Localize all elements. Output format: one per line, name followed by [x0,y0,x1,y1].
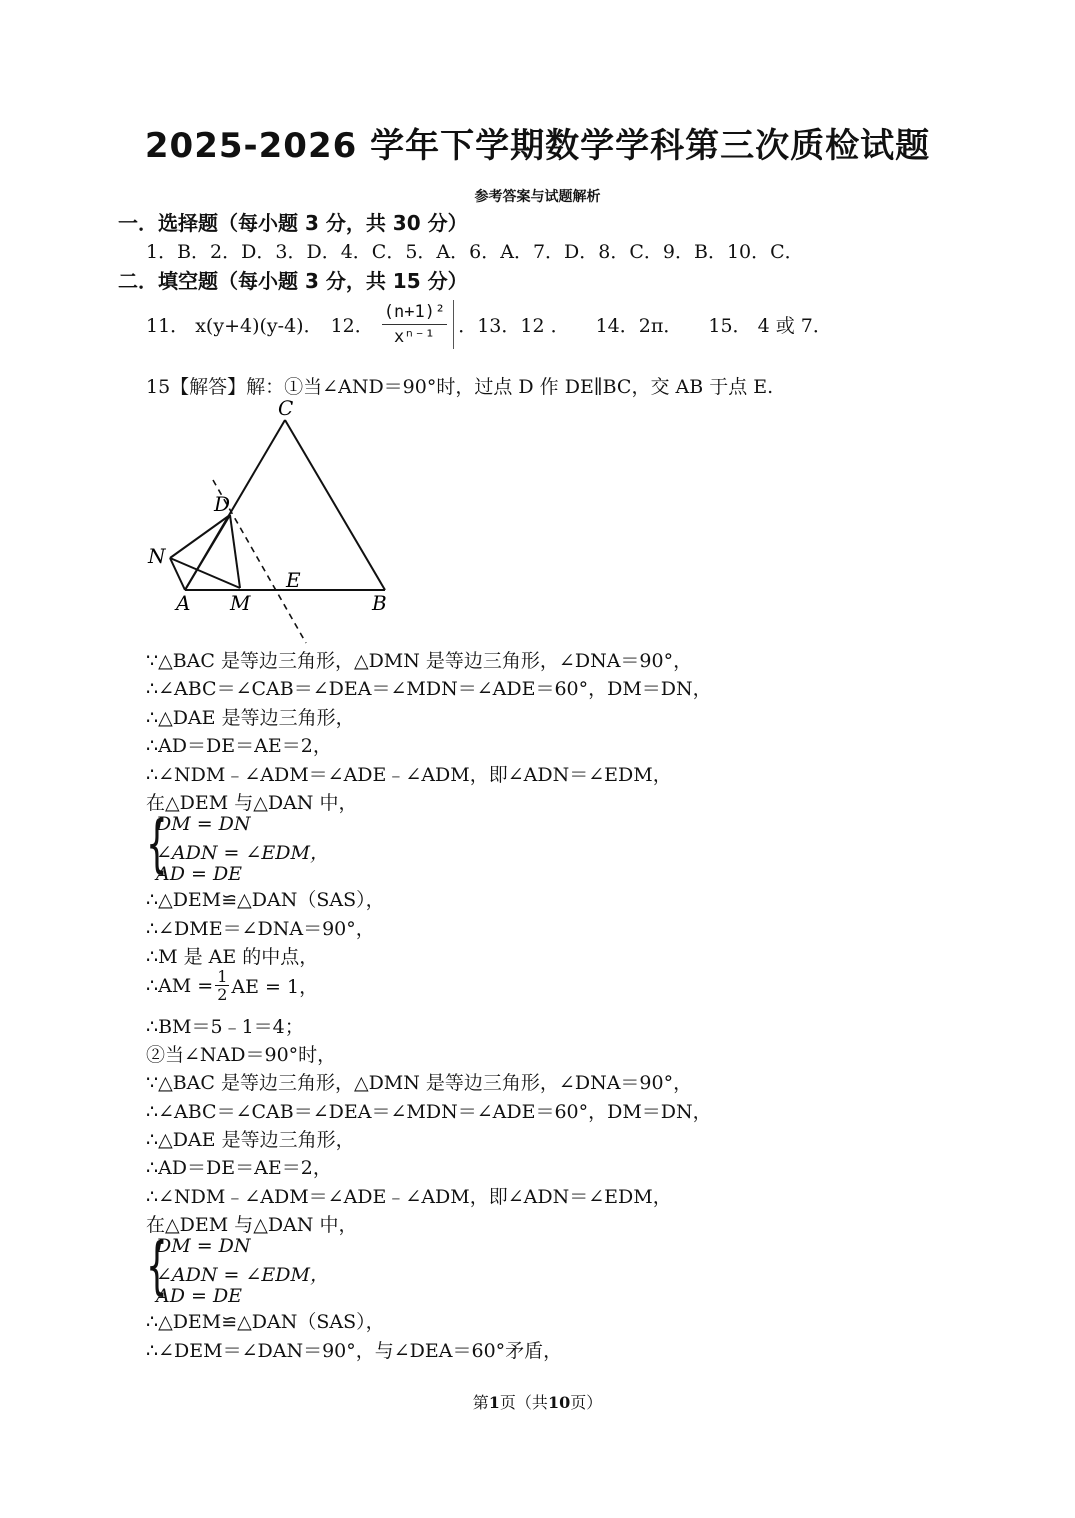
proof-line: ∴∠DME＝∠DNA＝90°， [146,918,375,940]
footer-page-number: 1 [488,1393,500,1412]
proof-line: ∴△DEM≌△DAN（SAS）， [146,1311,385,1333]
am-prefix: ∴AM = [146,974,214,997]
fraction-denominator: 2 [217,985,228,1004]
left-brace: { [146,807,168,880]
proof-line: ②当∠NAD＝90°时， [146,1044,337,1066]
proof-line: ∴AD＝DE＝AE＝2， [146,1157,332,1179]
segment-dm [230,515,240,588]
segment-nd [170,515,230,558]
label-n: N [148,544,166,568]
proof-line: ∵△BAC 是等边三角形，△DMN 是等边三角形，∠DNA＝90°， [146,650,693,672]
q15-answer: 15． 4 或 7． [708,315,832,337]
footer-mid: 页（共 [499,1393,548,1412]
proof-line: ∴AD＝DE＝AE＝2， [146,735,332,757]
left-brace: { [146,1229,168,1302]
proof-line: 在△DEM 与△DAN 中， [146,1214,358,1236]
proof-line: ∴∠NDM﹣∠ADM＝∠ADE﹣∠ADM，即∠ADN＝∠EDM， [146,764,672,786]
system-row: AD = DE [156,1285,243,1307]
system-row: ∠ADN = ∠EDM， [156,1264,329,1286]
proof-line: ∴△DAE 是等边三角形， [146,707,355,729]
proof-line: 在△DEM 与△DAN 中， [146,792,358,814]
label-a: A [176,591,191,615]
fraction-half [215,968,229,1003]
proof-line: ∵△BAC 是等边三角形，△DMN 是等边三角形，∠DNA＝90°， [146,1072,693,1094]
equation-system-1 [146,807,446,885]
page-footer [0,1390,1075,1413]
solution-intro: 15【解答】解：①当∠AND＝90°时，过点 D 作 DE∥BC，交 AB 于点 E. [146,376,774,398]
q14-answer: 14．2π． [595,315,683,337]
q13-answer: ．13．12 ． [458,315,570,337]
section1-heading: 一．选择题（每小题 3 分，共 30 分） [118,211,468,235]
fraction-numerator: 1 [217,967,228,986]
footer-pre: 第 [472,1393,489,1412]
proof-line: ∴∠DEM＝∠DAN＝90°，与∠DEA＝60°矛盾， [146,1340,563,1362]
q12-label: 12． [330,315,374,337]
geometry-figure [140,395,410,650]
segment-nm [170,558,240,588]
system-row: DM = DN [156,813,251,835]
segment-ad [185,515,230,590]
q12-denominator: xⁿ⁻¹ [394,327,435,347]
proof-line: ∴M 是 AE 的中点， [146,946,319,968]
proof-line: ∴△DEM≌△DAN（SAS）， [146,889,385,911]
am-suffix: AE = 1， [231,976,319,998]
footer-total-pages: 10 [547,1393,571,1412]
am-equation [146,968,318,1003]
system-row: ∠ADN = ∠EDM， [156,842,329,864]
page-title: 2025-2026 学年下学期数学学科第三次质检试题 [144,126,931,166]
proof-line: ∴∠ABC＝∠CAB＝∠DEA＝∠MDN＝∠ADE＝60°，DM＝DN， [146,678,712,700]
proof-line: ∴∠NDM﹣∠ADM＝∠ADE﹣∠ADM，即∠ADN＝∠EDM， [146,1186,672,1208]
proof-line: ∴∠ABC＝∠CAB＝∠DEA＝∠MDN＝∠ADE＝60°，DM＝DN， [146,1101,712,1123]
label-m: M [230,591,251,615]
footer-post: 页） [570,1393,603,1412]
label-d: D [214,492,231,516]
system-row: AD = DE [156,863,243,885]
segment-cb [285,420,385,590]
section2-answers [146,300,832,349]
label-b: B [372,591,387,615]
section2-heading: 二．填空题（每小题 3 分，共 15 分） [118,269,468,293]
label-e: E [286,568,301,592]
equation-system-2 [146,1229,446,1307]
q12-fraction [378,300,454,349]
proof-line: ∴BM＝5﹣1＝4； [146,1016,304,1038]
page-subtitle: 参考答案与试题解析 [474,189,601,205]
q11-answer: 11． x(y+4)(y-4)． [146,315,323,337]
section1-answers: 1．B．2．D．3．D．4．C．5．A．6．A．7．D．8．C．9．B．10．C． [146,241,804,263]
label-c: C [278,396,294,420]
system-row: DM = DN [156,1235,251,1257]
q12-numerator: (n+1)² [382,300,447,325]
proof-line: ∴△DAE 是等边三角形， [146,1129,355,1151]
